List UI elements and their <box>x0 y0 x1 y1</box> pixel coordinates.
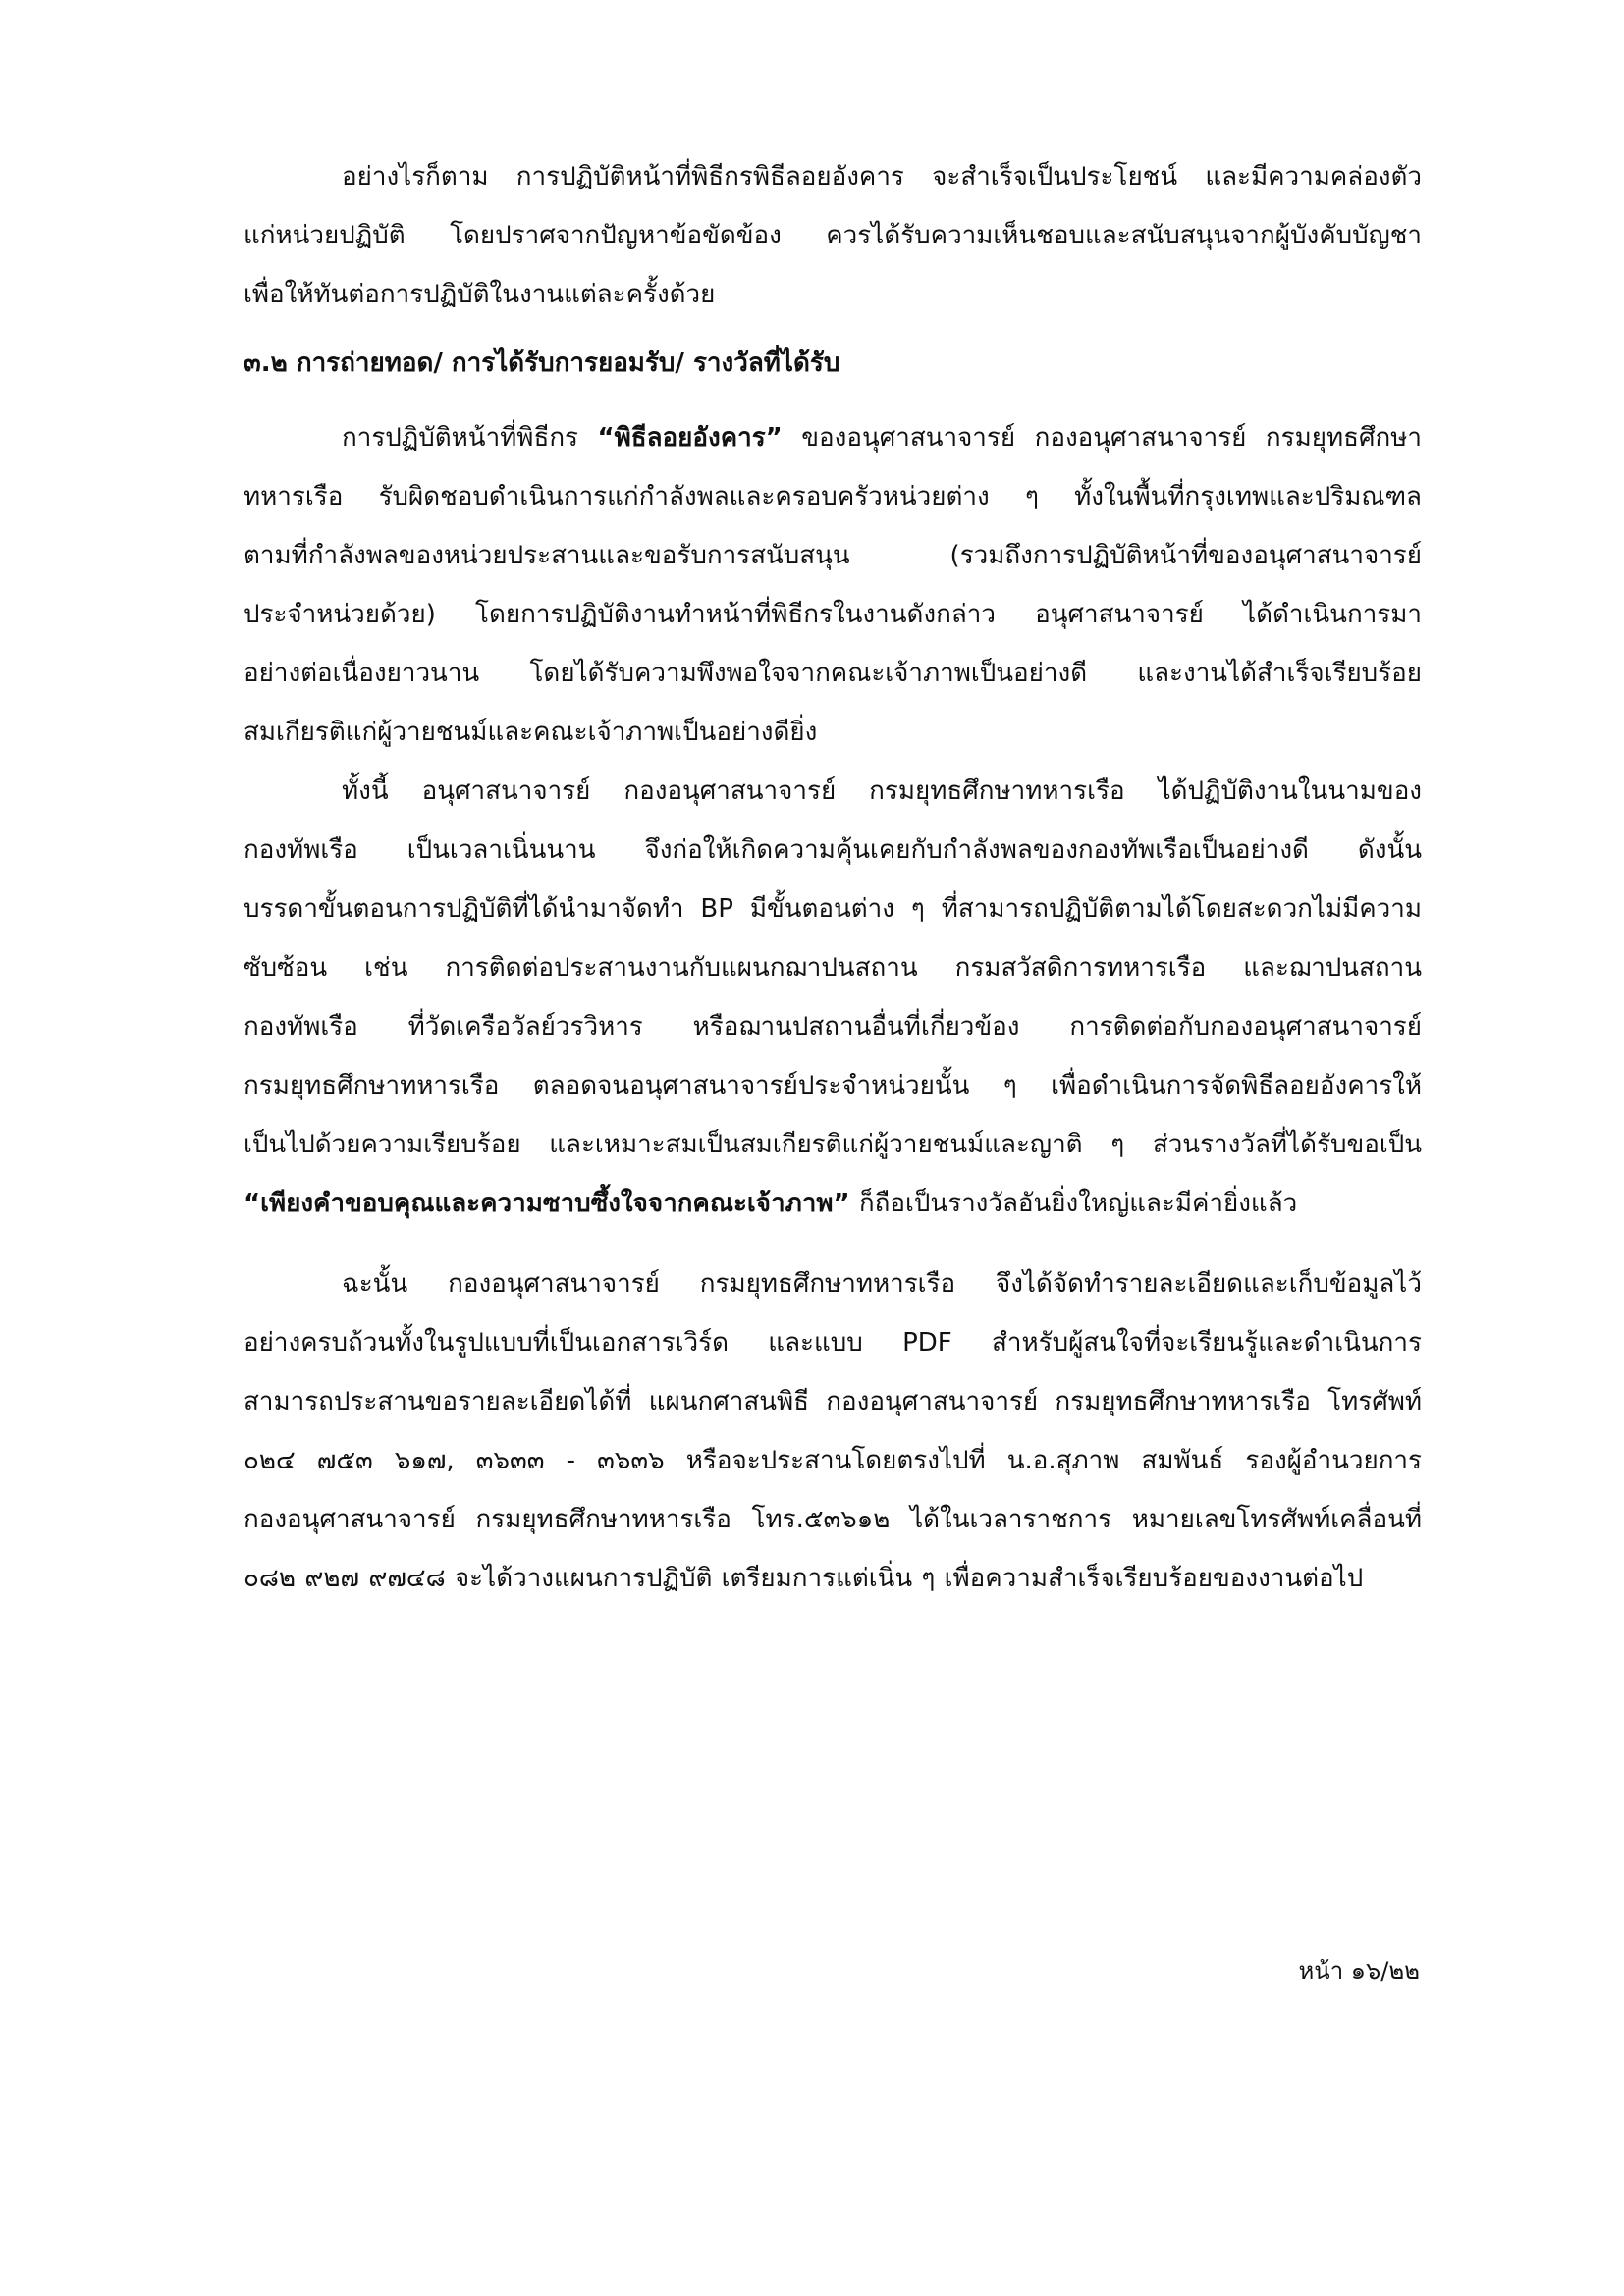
paragraph-contact <box>244 1255 1422 1608</box>
document-page <box>244 147 1422 1608</box>
ceremony-name-bold: “พิธีลอยอังคาร” <box>597 423 783 453</box>
paragraph-line: ๐๒๔ ๗๕๓ ๖๑๗, ๓๖๓๓ - ๓๖๓๖ หรือจะประสานโดยตรงไปที่ น.อ.สุภาพ สมพันธ์ รองผู้อำนวยการ <box>244 1446 1422 1475</box>
text-run: ของอนุศาสนาจารย์ กองอนุศาสนาจารย์ กรมยุทธศึกษา <box>782 423 1422 453</box>
paragraph-line: เพื่อให้ทันต่อการปฏิบัติในงานแต่ละครั้งด้วย <box>244 280 716 309</box>
text-run: การปฏิบัติหน้าที่พิธีกร <box>342 423 598 453</box>
paragraph-line: อย่างต่อเนื่องยาวนาน โดยได้รับความพึงพอใจจากคณะเจ้าภาพเป็นอย่างดี และงานได้สำเร็จเรียบร้อย <box>244 659 1422 688</box>
paragraph-line: ซับซ้อน เช่น การติดต่อประสานงานกับแผนกฌาปนสถาน กรมสวัสดิการทหารเรือ และฌาปนสถาน <box>244 953 1422 983</box>
paragraph-line: อย่างครบถ้วนทั้งในรูปแบบที่เป็นเอกสารเวิร์ด และแบบ PDF สำหรับผู้สนใจที่จะเรียนรู้และดำเนินการ <box>244 1328 1422 1358</box>
paragraph-line: สมเกียรติแก่ผู้วายชนม์และคณะเจ้าภาพเป็นอย่างดียิ่ง <box>244 718 818 747</box>
reward-quote-bold: “เพียงคำขอบคุณและความซาบซึ้งใจจากคณะเจ้าภาพ” <box>244 1189 850 1218</box>
paragraph-line: กองทัพเรือ เป็นเวลาเนิ่นนาน จึงก่อให้เกิดความคุ้นเคยกับกำลังพลของกองทัพเรือเป็นอย่างดี ดังนั้น <box>244 835 1422 865</box>
paragraph-line: เป็นไปด้วยความเรียบร้อย และเหมาะสมเป็นสมเกียรติแก่ผู้วายชนม์และญาติ ๆ ส่วนรางวัลที่ได้รับขอเป็น <box>244 1130 1422 1159</box>
paragraph-line: ประจำหน่วยด้วย) โดยการปฏิบัติงานทำหน้าที่พิธีกรในงานดังกล่าว อนุศาสนาจารย์ ได้ดำเนินการมา <box>244 600 1422 629</box>
paragraph-line: แก่หน่วยปฏิบัติ โดยปราศจากปัญหาข้อขัดข้อง ควรได้รับความเห็นชอบและสนับสนุนจากผู้บังคับบัญชา <box>244 221 1422 250</box>
paragraph-line: สามารถประสานขอรายละเอียดได้ที่ แผนกศาสนพิธี กองอนุศาสนาจารย์ กรมยุทธศึกษาทหารเรือ โทรศัพท์ <box>244 1387 1422 1416</box>
paragraph-line: ๐๘๒ ๙๒๗ ๙๗๔๘ จะได้วางแผนการปฏิบัติ เตรียมการแต่เนิ่น ๆ เพื่อความสำเร็จเรียบร้อยของงานต่อไป <box>244 1564 1364 1593</box>
paragraph-line: อย่างไรก็ตาม การปฏิบัติหน้าที่พิธีกรพิธีลอยอังคาร จะสำเร็จเป็นประโยชน์ และมีความคล่องตัว <box>342 162 1422 191</box>
paragraph-line: กองทัพเรือ ที่วัดเครือวัลย์วรวิหาร หรือฌานปสถานอื่นที่เกี่ยวข้อง การติดต่อกับกองอนุศาสนาจารย์ <box>244 1012 1422 1041</box>
paragraph-line <box>244 408 1422 467</box>
page-number: หน้า ๑๖/๒๒ <box>1298 1957 1420 1985</box>
section-heading: ๓.๒ การถ่ายทอด/ การได้รับการยอมรับ/ รางวัลที่ได้รับ <box>244 348 840 378</box>
paragraph-line: กองอนุศาสนาจารย์ กรมยุทธศึกษาทหารเรือ โทร.๕๓๖๑๒ ได้ในเวลาราชการ หมายเลขโทรศัพท์เคลื่อนที่ <box>244 1505 1422 1534</box>
paragraph-line <box>244 1174 1422 1233</box>
paragraph-conclusion <box>244 147 1422 324</box>
paragraph-line: กรมยุทธศึกษาทหารเรือ ตลอดจนอนุศาสนาจารย์ประจำหน่วยนั้น ๆ เพื่อดำเนินการจัดพิธีลอยอังคารให้ <box>244 1071 1422 1100</box>
paragraph-ceremony-duty <box>244 408 1422 762</box>
paragraph-line: ตามที่กำลังพลของหน่วยประสานและขอรับการสนับสนุน (รวมถึงการปฏิบัติหน้าที่ของอนุศาสนาจารย์ <box>244 541 1422 570</box>
paragraph-line: ฉะนั้น กองอนุศาสนาจารย์ กรมยุทธศึกษาทหารเรือ จึงได้จัดทำรายละเอียดและเก็บข้อมูลไว้ <box>342 1269 1422 1299</box>
paragraph-line: ทั้งนี้ อนุศาสนาจารย์ กองอนุศาสนาจารย์ กรมยุทธศึกษาทหารเรือ ได้ปฏิบัติงานในนามของ <box>342 776 1422 806</box>
paragraph-line: บรรดาขั้นตอนการปฏิบัติที่ได้นำมาจัดทำ BP มีขั้นตอนต่าง ๆ ที่สามารถปฏิบัติตามได้โดยสะดวกไม่มีความ <box>244 894 1422 924</box>
paragraph-process <box>244 762 1422 1233</box>
paragraph-line: ทหารเรือ รับผิดชอบดำเนินการแก่กำลังพลและครอบครัวหน่วยต่าง ๆ ทั้งในพื้นที่กรุงเทพและปริมณฑล <box>244 482 1422 511</box>
text-run: ก็ถือเป็นรางวัลอันยิ่งใหญ่และมีค่ายิ่งแล้ว <box>849 1189 1298 1218</box>
